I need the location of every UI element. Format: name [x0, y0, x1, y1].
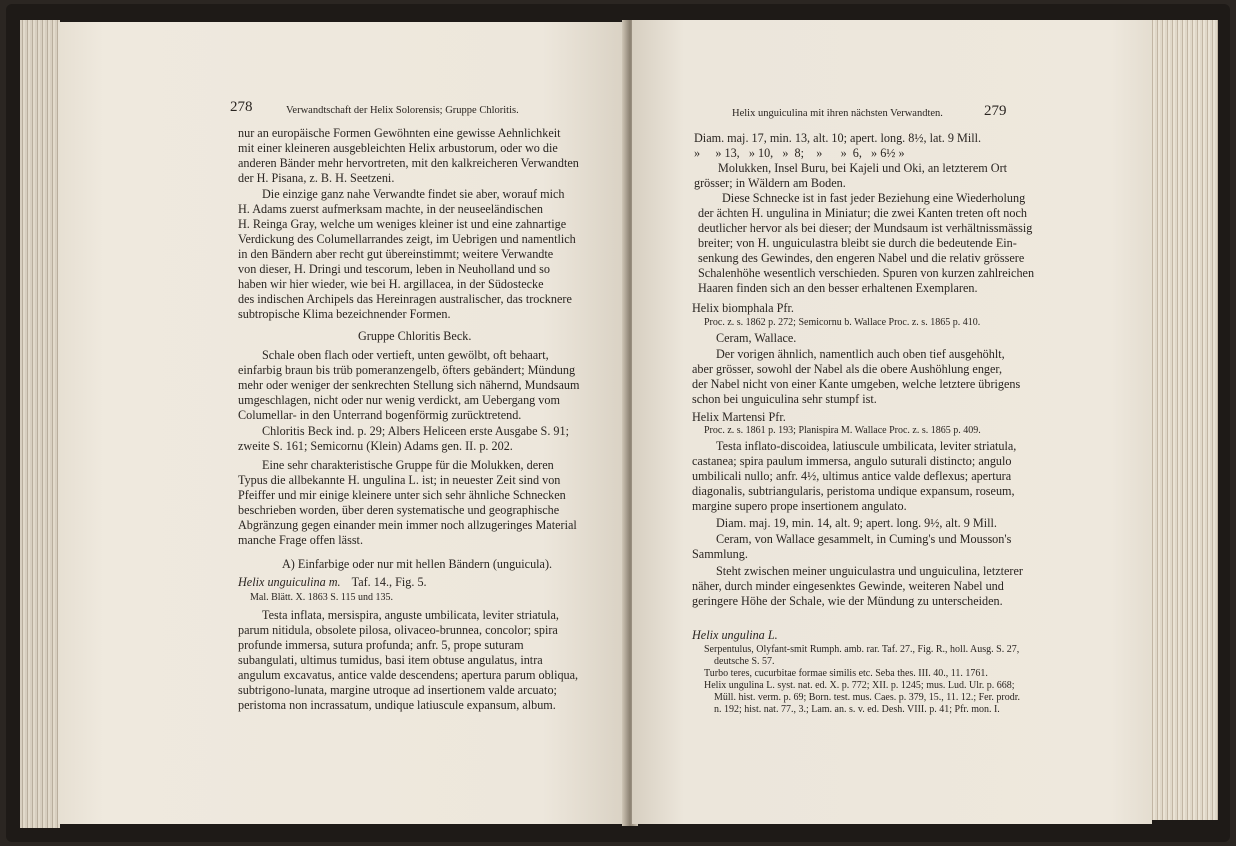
text-line: Haaren finden sich an den besser erhaltenen Exemplaren.	[698, 281, 978, 295]
text-line: » » 13, » 10, » 8; » » 6, » 6½ »	[694, 146, 905, 160]
text-line: Testa inflata, mersispira, anguste umbilicata, leviter striatula,	[262, 608, 559, 622]
text-line: Der vorigen ähnlich, namentlich auch oben tief ausgehöhlt,	[716, 347, 1005, 361]
group-title: Gruppe Chloritis Beck.	[358, 329, 472, 343]
text-line: profunde immersa, sutura profunda; anfr. 5, prope suturam	[238, 638, 524, 652]
reference-line: Helix ungulina L. syst. nat. ed. X. p. 772; XII. p. 1245; mus. Lud. Ulr. p. 668;	[704, 680, 1015, 691]
text-line: nur an europäische Formen Gewöhnten eine gewisse Aehnlichkeit	[238, 126, 561, 140]
text-line: Sammlung.	[692, 547, 748, 561]
species-2-name: Helix biomphala Pfr.	[692, 301, 794, 315]
reference-line: Serpentulus, Olyfant-smit Rumph. amb. rar. Taf. 27., Fig. R., holl. Ausg. S. 27,	[704, 644, 1020, 655]
text-line: Ceram, von Wallace gesammelt, in Cuming's und Mousson's	[716, 532, 1012, 546]
text-line: Typus die allbekannte H. ungulina L. ist; in neuester Zeit sind von	[238, 473, 561, 487]
text-line: aber grösser, sowohl der Nabel als die obere Aushöhlung enger,	[692, 362, 1003, 376]
measure-2: Diam. maj. 19, min. 14, alt. 9; apert. long. 9½, alt. 9 Mill.	[716, 516, 997, 530]
reference-line: n. 192; hist. nat. 77., 3.; Lam. an. s. v. ed. Desh. VIII. p. 41; Pfr. mon. I.	[714, 704, 1000, 715]
page-edges-right	[1150, 20, 1218, 820]
text-line: mit einer kleineren ausgebleichten Helix arbustorum, oder wo die	[238, 141, 558, 155]
text-line: in den Bändern aber recht gut übereinstimmt; weitere Verwandte	[238, 247, 554, 261]
text-line: Steht zwischen meiner unguiculastra und unguiculina, letzterer	[716, 564, 1023, 578]
subsection-heading: A) Einfarbige oder nur mit hellen Bändern (unguicula).	[282, 557, 553, 571]
right-para-1	[694, 161, 1007, 191]
text-line: Diese Schnecke ist in fast jeder Beziehung eine Wiederholung	[722, 191, 1026, 205]
text-line: zweite S. 161; Semicornu (Klein) Adams gen. II. p. 202.	[238, 439, 513, 453]
text-line: grösser; in Wäldern am Boden.	[694, 176, 846, 190]
text-line: Pfeiffer und mir einige kleinere unter sich sehr ähnliche Schnecken	[238, 488, 566, 502]
left-para-4	[238, 424, 569, 454]
running-head-left: Verwandtschaft der Helix Solorensis; Gruppe Chloritis.	[286, 105, 519, 116]
text-line: subtropische Klima bezeichnender Formen.	[238, 307, 451, 321]
reference-line: Müll. hist. verm. p. 69; Born. test. mus. Caes. p. 379, 15., 11. 12.; Fer. prodr.	[714, 692, 1021, 703]
text-line: parum nitidula, obsolete pilosa, olivaceo-brunnea, concolor; spira	[238, 623, 558, 637]
text-line: anderen Bänder mehr hervortreten, mit den kalkreicheren Verwandten	[238, 156, 579, 170]
text-line: haben wir hier wieder, wie bei H. argillacea, in der Südostecke	[238, 277, 544, 291]
reference-line: deutsche S. 57.	[714, 656, 775, 667]
species-4-references	[704, 644, 1020, 716]
text-line: Schalenhöhe wesentlich verschieden. Spuren von kurzen zahlreichen	[698, 266, 1035, 280]
page-edges-left	[20, 20, 60, 828]
left-para-2	[238, 187, 576, 322]
text-line: subangulati, ultimus tumidus, basi item obtuse angulatus, intra	[238, 653, 543, 667]
text-line: einfarbig braun bis trüb pomeranzengelb, öfters gebändert; Mündung	[238, 363, 576, 377]
text-line: senkung des Gewindes, den engeren Nabel und die relativ grössere	[698, 251, 1025, 265]
text-line: H. Reinga Gray, welche um weniges kleiner ist und eine zahnartige	[238, 217, 567, 231]
text-line: Columellar- in den Unterrand bogenförmig zurücktretend.	[238, 408, 522, 422]
text-line: peristoma non incrassatum, undique latiuscule expansum, album.	[238, 698, 556, 712]
page-number-right: 279	[984, 103, 1007, 119]
text-line: castanea; spira paulum immersa, angulo suturali distincto; angulo	[692, 454, 1012, 468]
text-line: umgeschlagen, nicht oder nur wenig verdickt, am Uebergang vom	[238, 393, 560, 407]
species-3-reference: Proc. z. s. 1861 p. 193; Planispira M. Wallace Proc. z. s. 1865 p. 409.	[704, 425, 981, 436]
text-line: näher, durch minder eingesenktes Gewinde, weiteren Nabel und	[692, 579, 1004, 593]
right-para-6	[692, 564, 1023, 609]
text-line: Molukken, Insel Buru, bei Kajeli und Oki, an letzterem Ort	[718, 161, 1008, 175]
right-para-5	[692, 532, 1011, 562]
right-para-2	[698, 191, 1034, 296]
species-reference: Mal. Blätt. X. 1863 S. 115 und 135.	[250, 592, 393, 603]
right-para-3	[692, 347, 1020, 407]
text-line: diagonalis, subtriangularis, peristoma undique expansum, roseum,	[692, 484, 1015, 498]
text-line: deutlicher hervor als bei dieser; der Mundsaum ist verhältnissmässig	[698, 221, 1033, 235]
right-page	[632, 20, 1152, 824]
text-line: schon bei unguiculina sehr stumpf ist.	[692, 392, 877, 406]
species-3-name: Helix Martensi Pfr.	[692, 410, 786, 424]
left-para-1	[238, 126, 579, 186]
text-line: breiter; von H. unguiculastra bleibt sie durch die bedeutende Ein-	[698, 236, 1017, 250]
species-name: Helix unguiculina m.	[238, 575, 341, 589]
right-para-4	[692, 439, 1016, 514]
text-line: Eine sehr charakteristische Gruppe für die Molukken, deren	[262, 458, 554, 472]
text-line: Verdickung des Columellarrandes zeigt, im Uebrigen und namentlich	[238, 232, 576, 246]
text-line: subtrigono-lunata, margine utroque ad insertionem valde arcuato;	[238, 683, 557, 697]
text-line: des indischen Archipels das Hereinragen australischer, das trocknere	[238, 292, 572, 306]
species-2-reference: Proc. z. s. 1862 p. 272; Semicornu b. Wallace Proc. z. s. 1865 p. 410.	[704, 317, 981, 328]
text-line: Testa inflato-discoidea, latiuscule umbilicata, leviter striatula,	[716, 439, 1017, 453]
page-number-left: 278	[230, 99, 253, 115]
reference-line: Turbo teres, cucurbitae formae similis etc. Seba thes. III. 40., 11. 1761.	[704, 668, 988, 679]
text-line: geringere Höhe der Schale, wie der Mündung zu unterscheiden.	[692, 594, 1003, 608]
species-4-name: Helix ungulina L.	[692, 628, 778, 642]
text-line: Chloritis Beck ind. p. 29; Albers Heliceen erste Ausgabe S. 91;	[262, 424, 570, 438]
text-line: der Nabel nicht von einer Kante umgeben, welche letztere übrigens	[692, 377, 1021, 391]
text-line: von dieser, H. Dringi und tescorum, leben in Neuholland und so	[238, 262, 550, 276]
species-heading	[238, 575, 427, 590]
text-line: Schale oben flach oder vertieft, unten gewölbt, oft behaart,	[262, 348, 549, 362]
text-line: manche Frage offen lässt.	[238, 533, 363, 547]
text-line: der H. Pisana, z. B. H. Seetzeni.	[238, 171, 395, 185]
text-line: mehr oder weniger der senkrechten Stellung sich nähernd, Mundsaum	[238, 378, 580, 392]
measure-block	[694, 131, 981, 161]
species-plate: Taf. 14., Fig. 5.	[351, 575, 427, 589]
text-line: der ächten H. ungulina in Miniatur; die zwei Kanten treten oft noch	[698, 206, 1027, 220]
text-line: H. Adams zuerst aufmerksam machte, in der neuseeländischen	[238, 202, 543, 216]
text-line: Diam. maj. 17, min. 13, alt. 10; apert. long. 8½, lat. 9 Mill.	[694, 131, 982, 145]
left-para-6	[238, 608, 578, 713]
text-line: Die einzige ganz nahe Verwandte findet sie aber, worauf mich	[262, 187, 565, 201]
running-head-right: Helix unguiculina mit ihren nächsten Verwandten.	[732, 108, 943, 119]
left-para-5	[238, 458, 577, 548]
text-line: margine supero prope insertionem angulato.	[692, 499, 907, 513]
text-line: umbilicali nullo; anfr. 4½, ultimus antice valde deflexus; apertura	[692, 469, 1012, 483]
left-para-3	[238, 348, 580, 423]
species-2-locality: Ceram, Wallace.	[716, 331, 797, 345]
left-page	[58, 22, 628, 824]
text-line: beschrieben worden, über deren systematische und geographische	[238, 503, 560, 517]
text-line: angulum excavatus, antice valde descendens; apertura parum obliqua,	[238, 668, 579, 682]
text-line: Abgränzung gegen einander mein immer noch allzugeringes Material	[238, 518, 577, 532]
